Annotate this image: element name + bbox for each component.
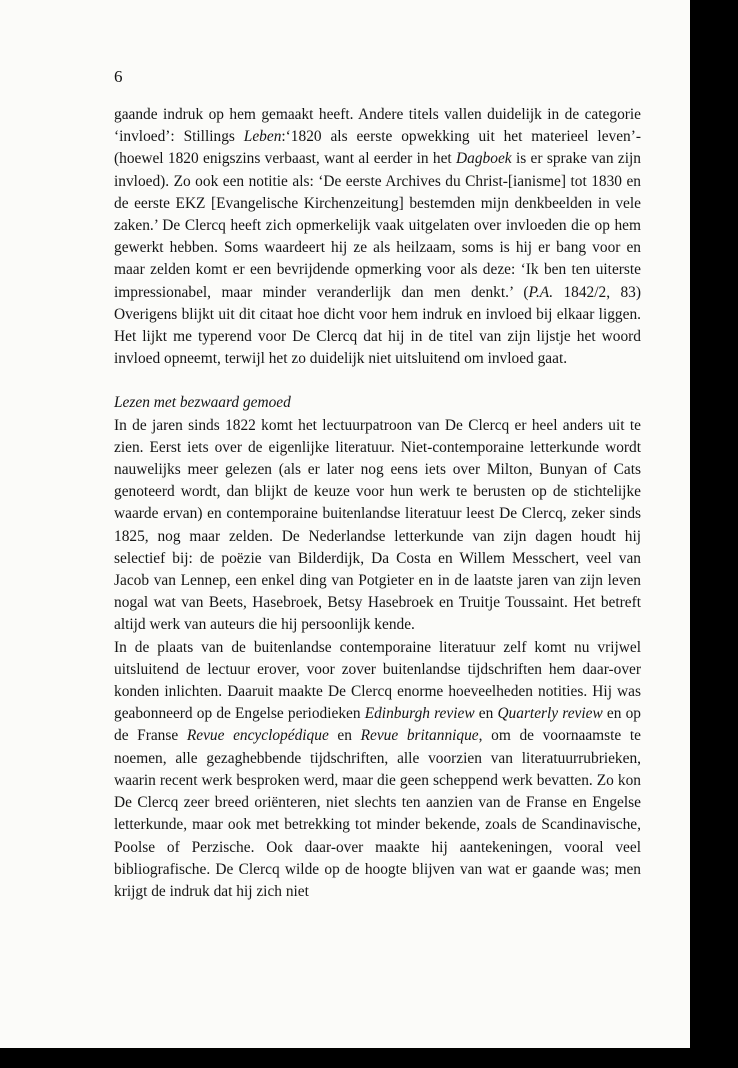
text-run: , om de voornaamste te noemen, alle gezaghebbende tijdschriften, alle voorzien van literatuurrubrieken, waarin recent werk besproken werd, maar die geen scheppend werk bevatten. Zo kon De Clercq zeer breed oriënteren, niet slechts ten aanzien van de Franse en Engelse letterkunde, maar ook met betrekking tot minder bekende, zoals de Scandinavische, Poolse of Perzische. Ook daar-over maakte hij aantekeningen, vooral veel bibliografische. De Clercq wilde op de hoogte blijven van wat er gaande was; men krijgt de indruk dat hij zich niet [114,727,641,900]
title-revue-encyclopedique: Revue encyclopédique [186,727,329,745]
paragraph-invloed [114,104,641,370]
title-dagboek: Dagboek [456,150,512,168]
text-run: :‘1820 als eerste opwekking uit het materieel leven’- (hoewel 1820 enigszins verbaast, want al eerder in het [114,128,641,168]
citation-pa: P.A. [528,283,554,301]
text-run: en op de Franse [114,705,641,745]
title-leben: Leben [243,128,282,146]
text-run: en [474,705,498,723]
title-edinburgh-review: Edinburgh review [364,705,475,723]
text-run: is er sprake van zijn invloed). Zo ook een notitie als: ‘De eerste Archives du Christ-[ianisme] tot 1830 en de eerste EKZ [Evangelische Kirchenzeitung] bestemden mijn denkbeelden in vele zaken.’ De Clercq heeft zich opmerkelijk vaak uitgelaten over invloeden die op hem gewerkt hebben. Soms waardeert hij ze als heilzaam, soms is hij er bang voor en maar zelden komt er een bevrijdende opmerking voor als deze: ‘Ik ben ten uiterste impressionabel, maar minder veranderlijk dan men denkt.’ ( [114,150,641,301]
paragraph-lectuurpatroon: In de jaren sinds 1822 komt het lectuurpatroon van De Clercq er heel anders uit te zien. Eerst iets over de eigenlijke literatuur. Niet-contemporaine letterkunde wordt nauwelijks meer gelezen (als er later nog eens iets over Milton, Bunyan of Cats genoteerd wordt, dan blijkt de keuze voor hun werk te berusten op de stichtelijke waarde ervan) en contemporaine buitenlandse literatuur leest De Clercq, zeker sinds 1825, nog maar zelden. De Nederlandse letterkunde van zijn dagen houdt hij selectief bij: de poëzie van Bilderdijk, Da Costa en Willem Messchert, veel van Jacob van Lennep, een enkel ding van Potgieter en in de laatste jaren van zijn leven nogal wat van Beets, Hasebroek, Betsy Hasebroek en Truitje Toussaint. Het betreft altijd werk van auteurs die hij persoonlijk kende. [114,416,641,634]
text-run: gaande indruk op hem gemaakt heeft. Andere titels vallen duidelijk in de categorie ‘invloed’: Stillings [114,106,641,146]
paragraph-tijdschriften [114,637,641,903]
text-run: en [328,727,361,745]
text-run: In de plaats van de buitenlandse contemporaine literatuur zelf komt nu vrijwel uitsluitend de lectuur erover, voor zover buitenlandse tijdschriften hem daar-over konden inlichten. Daaruit maakte De Clercq enorme hoeveelheden notities. Hij was geabonneerd op de Engelse periodieken [114,638,641,723]
title-revue-britannique: Revue britannique [360,727,479,745]
title-quarterly-review: Quarterly review [497,705,603,723]
page-number: 6 [114,67,123,86]
text-run: 1842/2, 83) Overigens blijkt uit dit citaat hoe dicht voor hem indruk en invloed bij elkaar liggen. Het lijkt me typerend voor De Clercq dat hij in de titel van zijn lijstje het woord invloed opneemt, terwijl het zo duidelijk niet uitsluitend om invloed gaat. [114,283,641,368]
section-heading: Lezen met bezwaard gemoed [114,394,291,412]
body-text [114,104,641,903]
